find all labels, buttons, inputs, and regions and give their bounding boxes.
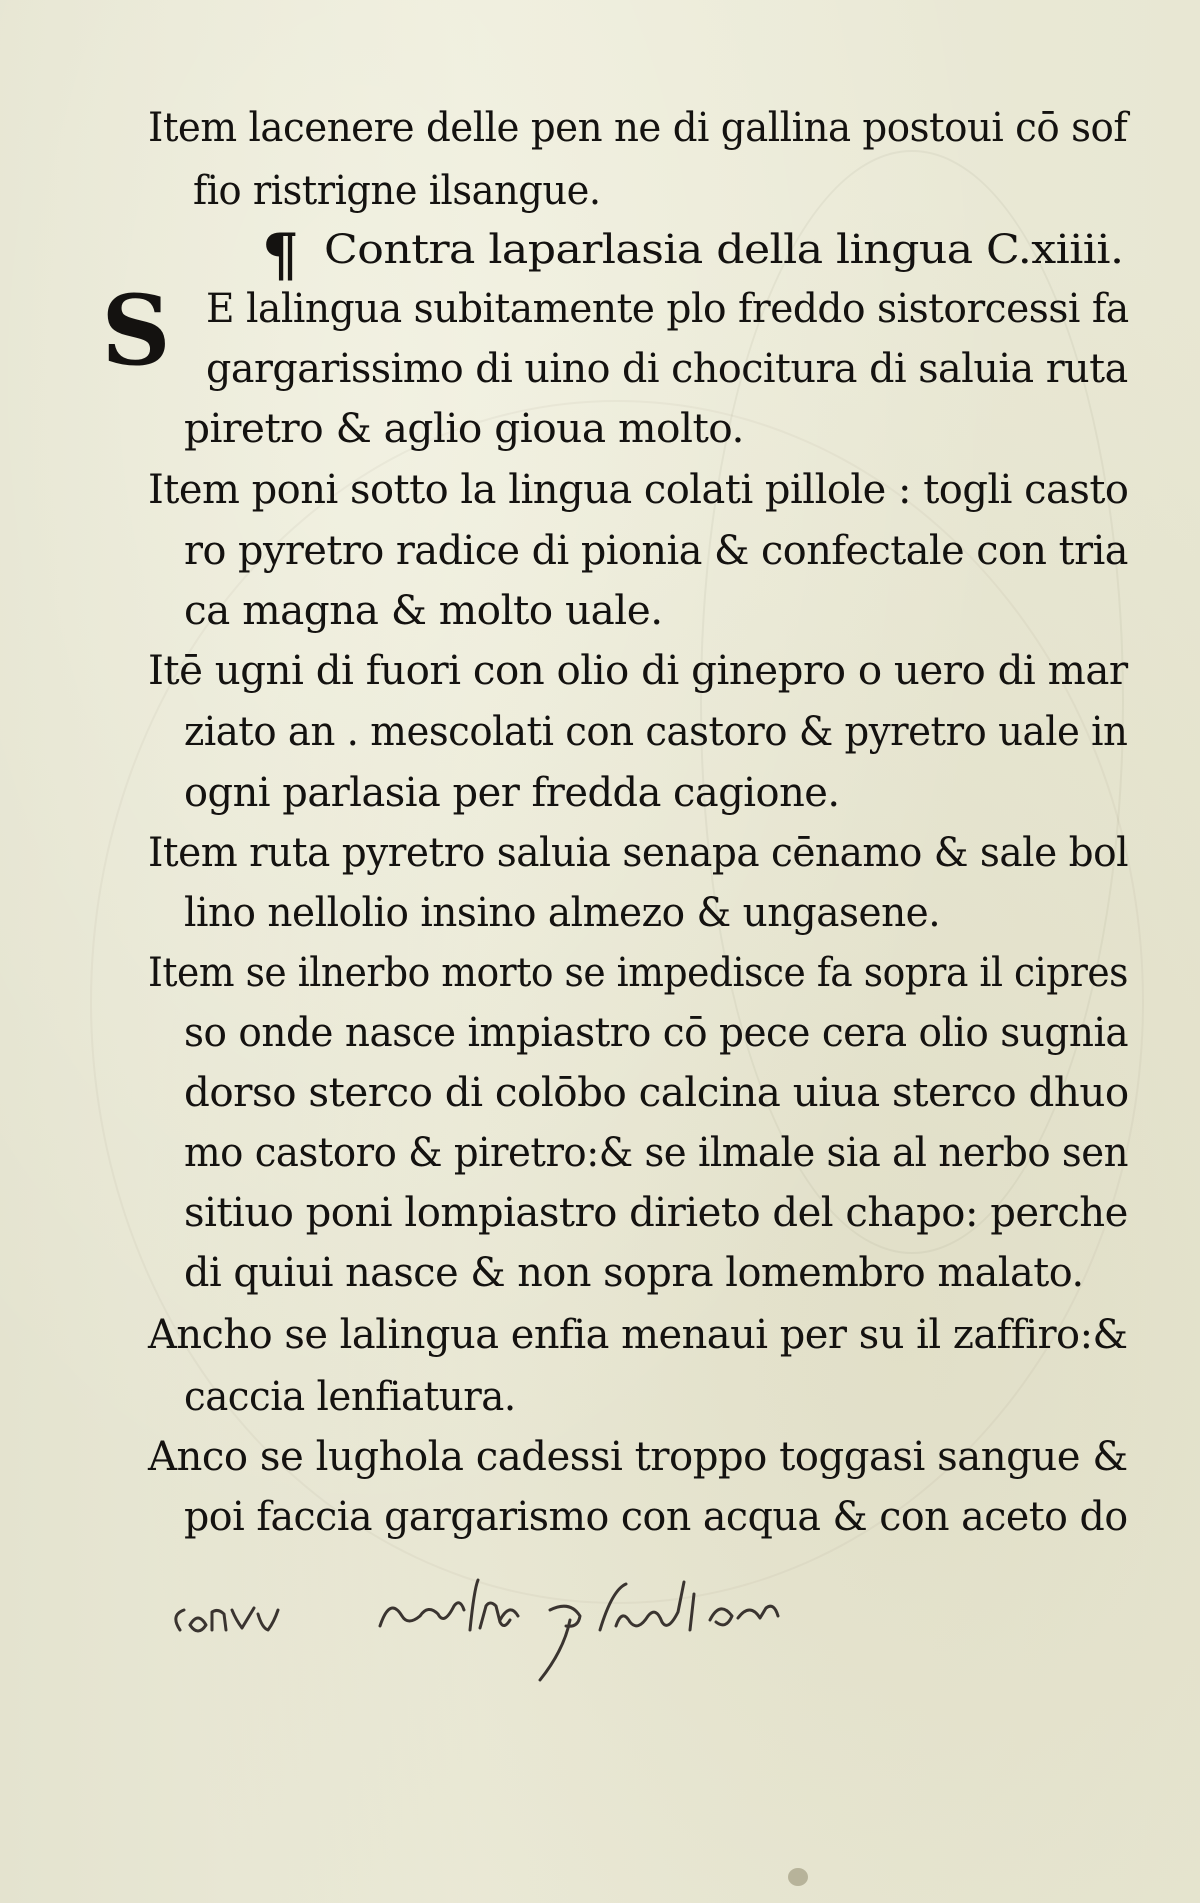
text-line: piretro & aglio gioua molto. bbox=[184, 406, 744, 452]
text-line: Item lacenere delle pen ne di gallina postoui cō sof bbox=[148, 105, 1128, 151]
text-line: ogni parlasia per fredda cagione. bbox=[184, 770, 840, 816]
text-line: Contra laparlasia della lingua C.xiiii. bbox=[324, 227, 1124, 273]
text-line: so onde nasce impiastro cō pece cera olio sugnia bbox=[184, 1010, 1129, 1056]
text-line: di quiui nasce & non sopra lomembro malato. bbox=[184, 1250, 1084, 1296]
section-mark: ¶ bbox=[262, 221, 299, 289]
text-line: ro pyretro radice di pionia & confectale con tria bbox=[184, 528, 1128, 574]
text-line: sitiuo poni lompiastro dirieto del chapo: perche bbox=[184, 1190, 1128, 1236]
text-line: mo castoro & piretro:& se ilmale sia al nerbo sen bbox=[184, 1130, 1129, 1176]
text-line: ca magna & molto uale. bbox=[184, 588, 663, 634]
text-line: gargarissimo di uino di chocitura di saluia ruta bbox=[206, 346, 1128, 392]
initial-letter: S bbox=[101, 274, 171, 387]
text-line: Anco se lughola cadessi troppo toggasi sangue & bbox=[148, 1434, 1128, 1480]
text-line: caccia lenfiatura. bbox=[184, 1374, 516, 1420]
text-line: poi faccia gargarismo con acqua & con aceto do bbox=[184, 1494, 1128, 1540]
text-line: Item se ilnerbo morto se impedisce fa sopra il cipres bbox=[148, 950, 1129, 996]
text-line: dorso sterco di colōbo calcina uiua sterco dhuo bbox=[184, 1070, 1129, 1116]
text-line: E lalingua subitamente plo freddo sistorcessi fa bbox=[206, 286, 1129, 332]
text-line: lino nellolio insino almezo & ungasene. bbox=[184, 890, 941, 936]
show-through-stain bbox=[90, 400, 1144, 1604]
handwritten-annotation bbox=[170, 1570, 990, 1700]
text-line: Itē ugni di fuori con olio di ginepro o uero di mar bbox=[148, 648, 1128, 694]
text-line: Ancho se lalingua enfia menaui per su il zaffiro:& bbox=[148, 1312, 1128, 1358]
text-line: fio ristrigne ilsangue. bbox=[193, 168, 601, 214]
text-line: Item ruta pyretro saluia senapa cēnamo & sale bol bbox=[148, 830, 1129, 876]
text-line: ziato an . mescolati con castoro & pyretro uale in bbox=[184, 709, 1128, 755]
text-line: Item poni sotto la lingua colati pillole : togli casto bbox=[148, 467, 1129, 513]
paper-hole bbox=[788, 1868, 808, 1886]
